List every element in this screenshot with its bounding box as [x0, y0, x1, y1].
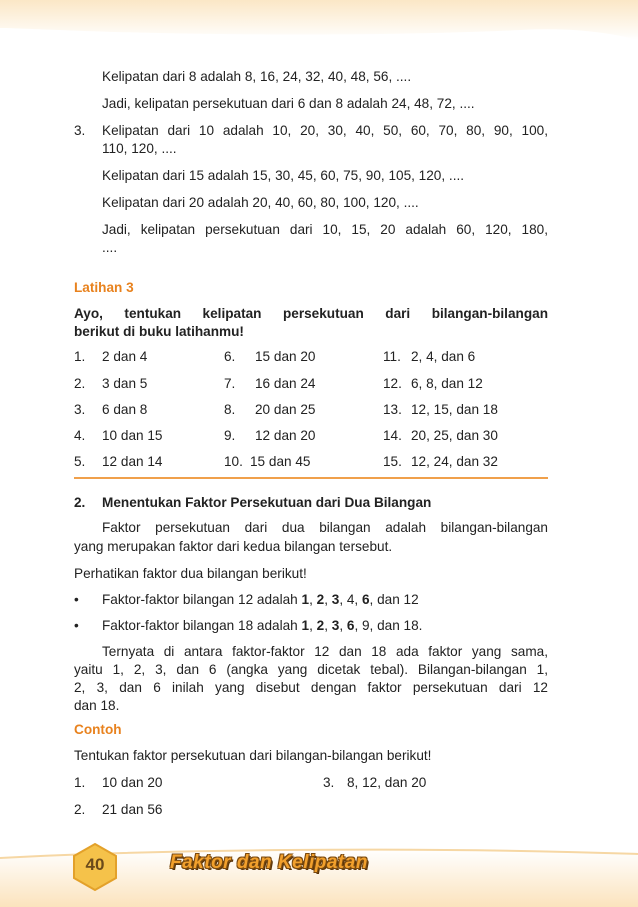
exercise-item-number: 1.: [74, 349, 86, 364]
exercise-item-number: 10.: [224, 454, 243, 469]
exercise-item-text: 12 dan 14: [102, 454, 163, 469]
exercise-item-number: 14.: [383, 428, 402, 443]
common-multiples-line2: ....: [102, 240, 118, 255]
factors-of-18: Faktor-faktor bilangan 18 adalah 1, 2, 3, 6, 9, dan 18.: [102, 618, 423, 633]
example-item-text: 10 dan 20: [102, 775, 163, 790]
example-instruction: Tentukan faktor persekutuan dari bilangan-bilangan berikut!: [74, 748, 432, 763]
exercise-item-number: 5.: [74, 454, 86, 469]
example-item-number: 3.: [323, 775, 335, 790]
exercise-item-text: 12, 24, dan 32: [411, 454, 498, 469]
exercise-item-text: 20 dan 25: [255, 402, 316, 417]
chapter-title: Faktor dan Kelipatan: [170, 852, 368, 873]
multiples-of-10-line1: Kelipatan dari 10 adalah 10, 20, 30, 40, 50, 60, 70, 80, 90, 100,: [102, 123, 548, 138]
exercise-item-text: 2, 4, dan 6: [411, 349, 476, 364]
exercise-item-text: 2 dan 4: [102, 349, 148, 364]
multiples-of-8: Kelipatan dari 8 adalah 8, 16, 24, 32, 40, 48, 56, ....: [102, 69, 412, 84]
exercise-item-text: 12, 15, dan 18: [411, 402, 498, 417]
exercise-item-text: 20, 25, dan 30: [411, 428, 498, 443]
example-item-text: 8, 12, dan 20: [347, 775, 427, 790]
bullet-marker: •: [74, 618, 79, 633]
section-divider: [74, 477, 548, 479]
exercise-item-text: 10 dan 15: [102, 428, 163, 443]
exercise-item-text: 6, 8, dan 12: [411, 376, 483, 391]
observe-text: Perhatikan faktor dua bilangan berikut!: [74, 566, 307, 581]
example-title: Contoh: [74, 722, 122, 737]
section-title: Menentukan Faktor Persekutuan dari Dua Bilangan: [102, 495, 432, 510]
exercise-item-text: 16 dan 24: [255, 376, 316, 391]
factors-of-12: Faktor-faktor bilangan 12 adalah 1, 2, 3, 4, 6, dan 12: [102, 592, 419, 607]
exercise-item-number: 11.: [383, 349, 401, 364]
exercise-instruction-line1: Ayo, tentukan kelipatan persekutuan dari bilangan-bilangan: [74, 306, 548, 321]
page-number: 40: [85, 855, 105, 874]
example-item-number: 2.: [74, 802, 86, 817]
section-number: 2.: [74, 495, 86, 510]
example-item-text: 21 dan 56: [102, 802, 163, 817]
common-multiples-line1: Jadi, kelipatan persekutuan dari 10, 15, 20 adalah 60, 120, 180,: [102, 222, 548, 237]
top-decoration: [0, 0, 638, 60]
exercise-item-number: 2.: [74, 376, 86, 391]
common-multiples-6-8: Jadi, kelipatan persekutuan dari 6 dan 8 adalah 24, 48, 72, ....: [102, 96, 475, 111]
explanation-line3: 2, 3, dan 6 inilah yang disebut dengan faktor persekutuan dari 12: [74, 680, 548, 695]
explanation-line1: Ternyata di antara faktor-faktor 12 dan 18 ada faktor yang sama,: [102, 644, 548, 659]
explanation-line2: yaitu 1, 2, 3, dan 6 (angka yang dicetak tebal). Bilangan-bilangan 1,: [74, 662, 548, 677]
definition-line2: yang merupakan faktor dari kedua bilangan tersebut.: [74, 539, 393, 554]
multiples-of-15: Kelipatan dari 15 adalah 15, 30, 45, 60, 75, 90, 105, 120, ....: [102, 168, 465, 183]
exercise-item-number: 7.: [224, 376, 236, 391]
multiples-of-20: Kelipatan dari 20 adalah 20, 40, 60, 80, 100, 120, ....: [102, 195, 419, 210]
exercise-item-number: 13.: [383, 402, 402, 417]
exercise-item-text: 15 dan 45: [250, 454, 311, 469]
multiples-of-10-line2: 110, 120, ....: [102, 141, 177, 156]
exercise-item-number: 8.: [224, 402, 236, 417]
exercise-instruction-line2: berikut di buku latihanmu!: [74, 324, 244, 339]
example-item-number: 1.: [74, 775, 86, 790]
exercise-item-number: 6.: [224, 349, 236, 364]
bullet-marker: •: [74, 592, 79, 607]
exercise-item-number: 4.: [74, 428, 86, 443]
exercise-item-text: 12 dan 20: [255, 428, 316, 443]
exercise-item-number: 15.: [383, 454, 402, 469]
item-number-3: 3.: [74, 123, 86, 138]
exercise-item-number: 3.: [74, 402, 86, 417]
exercise-item-text: 6 dan 8: [102, 402, 148, 417]
exercise-item-number: 12.: [383, 376, 402, 391]
exercise-title: Latihan 3: [74, 280, 134, 295]
explanation-line4: dan 18.: [74, 698, 120, 713]
exercise-item-number: 9.: [224, 428, 236, 443]
exercise-item-text: 15 dan 20: [255, 349, 316, 364]
exercise-item-text: 3 dan 5: [102, 376, 148, 391]
definition-line1: Faktor persekutuan dari dua bilangan adalah bilangan-bilangan: [102, 520, 548, 535]
